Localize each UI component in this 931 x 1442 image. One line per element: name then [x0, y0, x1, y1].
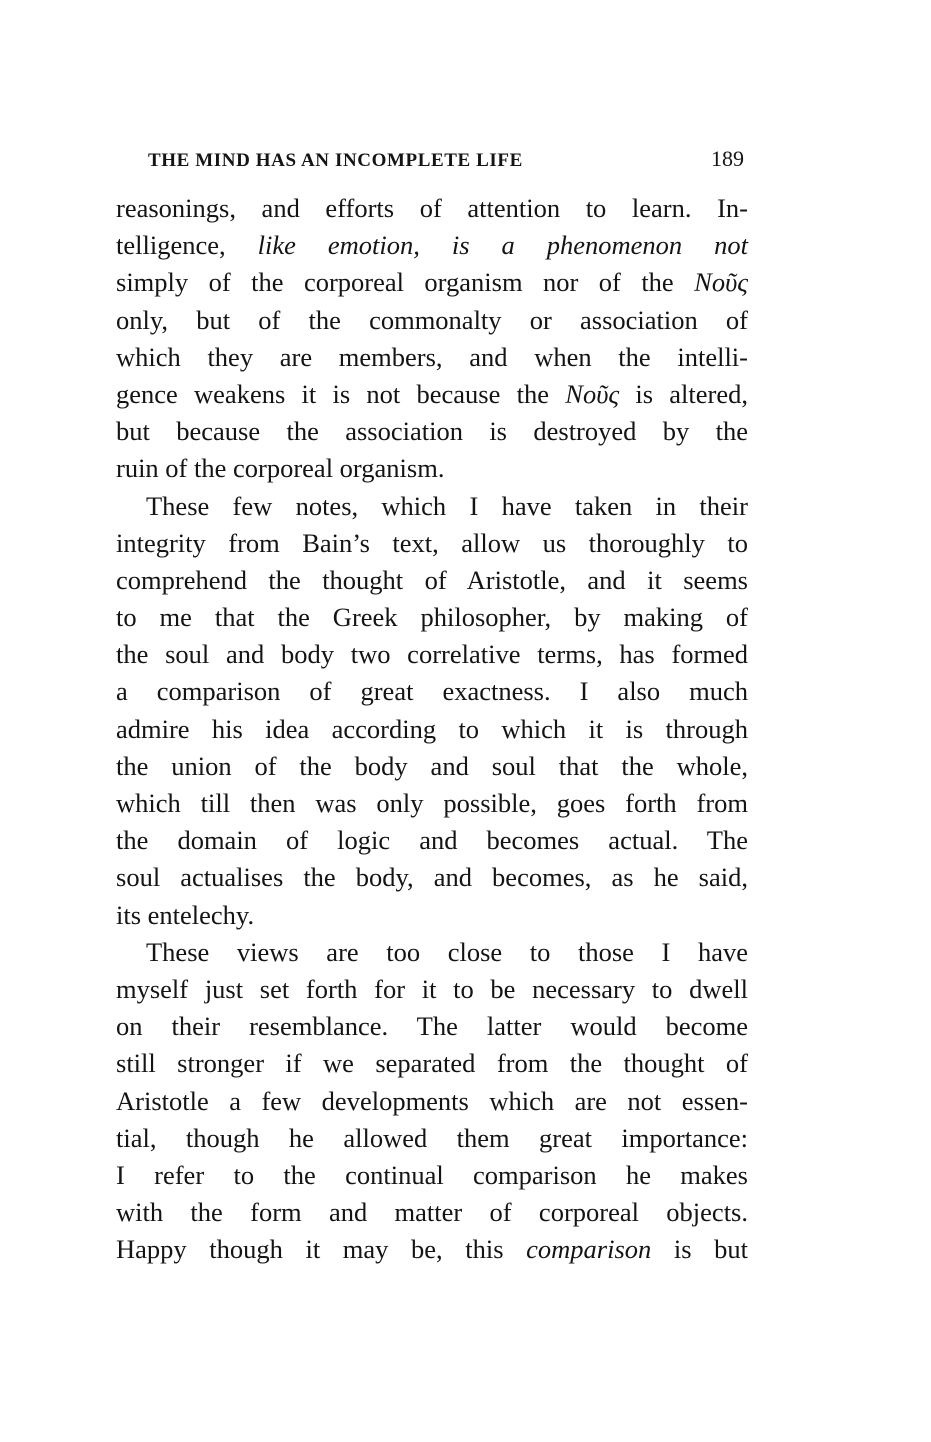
italic-span: a phenomenon not — [501, 230, 748, 261]
greek-term: Νοῦς — [694, 267, 748, 298]
italic-span: is — [419, 230, 502, 261]
text-line: soul actualises the body, and becomes, as he said, — [116, 862, 748, 893]
text-line: I refer to the continual comparison he makes — [116, 1159, 748, 1190]
text-line: still stronger if we separated from the thought of — [116, 1048, 748, 1079]
text-span: is but — [651, 1234, 748, 1265]
text-line — [116, 376, 748, 413]
text-line: which they are members, and when the intelli- — [116, 341, 748, 372]
text-line — [116, 227, 748, 264]
text-line: These views are too close to those I have — [146, 936, 748, 967]
text-line: reasonings, and efforts of attention to learn. In- — [116, 193, 748, 223]
text-line: integrity from Bain’s text, allow us thoroughly to — [116, 527, 748, 558]
text-line: admire his idea according to which it is through — [116, 713, 748, 744]
text-line: the union of the body and soul that the whole, — [116, 750, 748, 781]
paragraph-2 — [116, 488, 748, 934]
text-line: its entelechy. — [116, 899, 255, 930]
text-line: on their resemblance. The latter would become — [116, 1011, 748, 1042]
greek-term: Νοῦς — [565, 378, 620, 409]
text-span: is altered, — [619, 378, 748, 409]
text-line: but because the association is destroyed by the — [116, 416, 748, 447]
text-line: tial, though he allowed them great importance: — [116, 1122, 748, 1153]
text-line: to me that the Greek philosopher, by making of — [116, 602, 748, 633]
text-line: ruin of the corporeal organism. — [116, 453, 445, 484]
italic-span: like emotion, — [257, 230, 420, 261]
text-line: myself just set forth for it to be necessary to dwell — [116, 973, 748, 1004]
italic-span: comparison — [526, 1234, 652, 1265]
text-span: gence weakens it is not because the — [116, 378, 566, 409]
text-line: These few notes, which I have taken in their — [146, 490, 748, 521]
body-text — [116, 190, 748, 1268]
running-head-title: THE MIND HAS AN INCOMPLETE LIFE — [148, 150, 523, 171]
text-line — [116, 1231, 748, 1268]
text-line: the soul and body two correlative terms, has formed — [116, 639, 748, 670]
text-span: Happy though it may be, this — [116, 1234, 527, 1265]
text-line: only, but of the commonalty or association of — [116, 304, 748, 335]
running-head — [148, 146, 744, 176]
text-line: Aristotle a few developments which are not essen- — [116, 1085, 748, 1116]
text-span: telligence, — [116, 230, 258, 261]
page-number: 189 — [711, 146, 744, 171]
paragraph-3 — [116, 934, 748, 1269]
text-line: a comparison of great exactness. I also much — [116, 676, 748, 707]
text-line: which till then was only possible, goes forth from — [116, 788, 748, 818]
text-span: simply of the corporeal organism nor of the — [116, 267, 695, 298]
text-line: with the form and matter of corporeal objects. — [116, 1197, 748, 1228]
text-line — [116, 264, 748, 301]
text-line: comprehend the thought of Aristotle, and it seems — [116, 564, 748, 595]
paragraph-1 — [116, 190, 748, 488]
text-line: the domain of logic and becomes actual. The — [116, 825, 748, 856]
